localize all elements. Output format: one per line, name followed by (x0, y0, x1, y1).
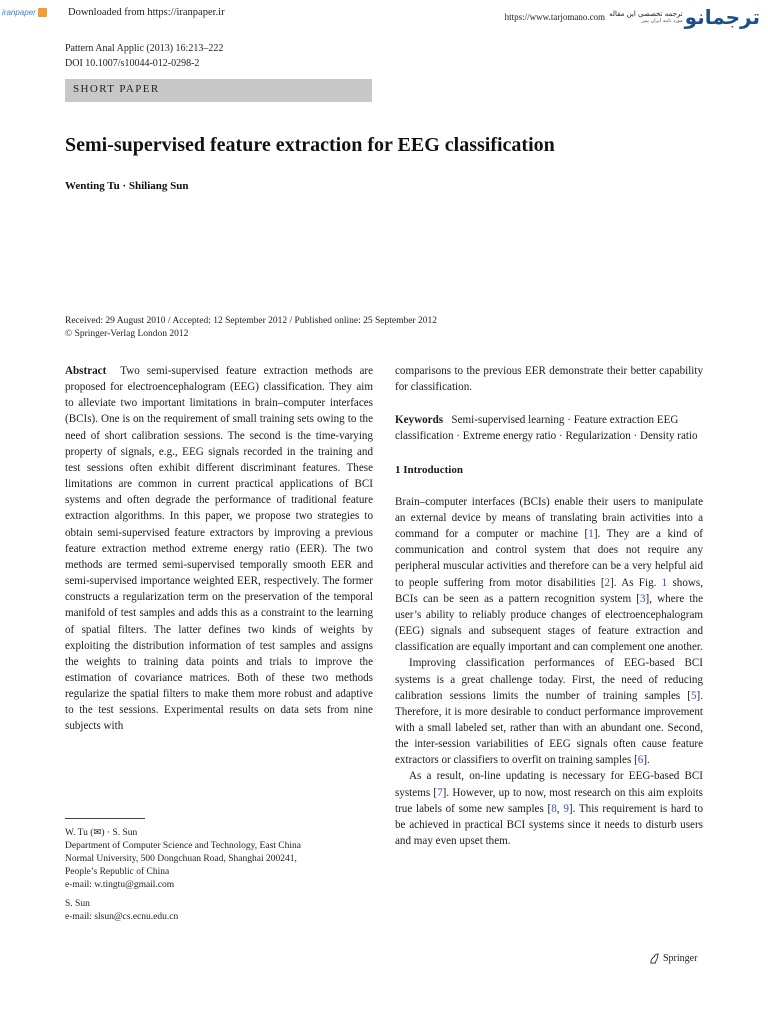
abstract-text: Two semi-supervised feature extraction methods are proposed for electroencephalogram (EEG) classification. They aim to alleviate two important limitations in brain–computer interfaces (BCIs). One is on the requirement of small training sets owing to the need of short calibration sessions. The second is the time-varying property of signals, e.g., EEG signals recorded in the training and test sessions often exhibit different discriminant features. These limitations are common in current practical applications of BCI systems and often degrade the performance of traditional feature extraction algorithms. In this paper, we propose two strategies to obtain semi-supervised feature extractors by improving a previous feature extraction method extreme energy ratio (EER). The two methods are termed semi-supervised temporally smooth EER and semi-supervised importance weighted EER, respectively. The former constructs a regularization term on the preservation of the temporal manifold of test samples and adds this as a constraint to the learning of spatial filters. The latter defines two kinds of weights by exploiting the distribution information of test samples and assigns the weights to training data points and trials to improve the estimation of covariance matrices. Both of these two methods regularize the spatial filters to make them more robust and adaptive to the test sessions. Experimental results on data sets from nine subjects with (65, 365, 373, 733)
section-heading-introduction: 1 Introduction (395, 463, 463, 476)
paper-authors: Wenting Tu · Shiliang Sun (65, 180, 189, 192)
right-column (395, 363, 703, 849)
keywords-text: Semi-supervised learning · Feature extraction EEG classification · Extreme energy ratio · Regularization · Density ratio (395, 414, 698, 443)
paper-title: Semi-supervised feature extraction for EEG classification (65, 134, 555, 156)
dates-line: Received: 29 August 2010 / Accepted: 12 September 2012 / Published online: 25 September 2012 (65, 316, 438, 326)
abstract-continued: comparisons to the previous EER demonstrate their better capability for classification. (395, 365, 703, 394)
iranpaper-logo[interactable] (2, 4, 60, 20)
affil-address: Normal University, 500 Dongchuan Road, Shanghai 200241, (65, 854, 297, 864)
journal-doi: DOI 10.1007/s10044-012-0298-2 (65, 58, 200, 69)
tarjomano-logo[interactable] (609, 7, 760, 27)
keywords-label: Keywords (395, 414, 444, 427)
iranpaper-logo-text: iranpaper (2, 7, 36, 17)
affil-authors: W. Tu (✉) · S. Sun (65, 828, 138, 838)
citation-link[interactable]: 1 (588, 528, 594, 541)
top-banner-right (505, 2, 760, 32)
intro-paragraph-3: As a result, on-line updating is necessary for EEG-based BCI systems [7]. However, up to now, most research on this aim exploits true labels of some new samples [8, 9]. This requirement is hard to be achieved in practical BCI systems since it needs to disturb users and may even upset them. (395, 770, 703, 848)
footnote-rule (65, 818, 145, 819)
intro-paragraph-1: Brain–computer interfaces (BCIs) enable their users to manipulate an external device by means of translating brain activities into a command for a computer or machine [1]. They are a kind of communication and control system that does not require any peripheral muscular activities and therefore can be a very helpful aid to people suffering from motor disabilities [2]. As Fig. 1 shows, BCIs can be seen as a pattern recognition system [3], where the user’s ability to reliably produce changes of electroencephalogram (EEG) signals and subsequent stages of feature extraction and classification are equally important and can complement one another. (395, 495, 704, 654)
citation-link[interactable]: 3 (639, 592, 646, 605)
tarjomano-mark: ترجمانو (684, 5, 760, 29)
abstract-label: Abstract (65, 365, 107, 377)
affil-country: People’s Republic of China (65, 867, 170, 877)
journal-info (65, 41, 223, 71)
top-banner-left (2, 4, 225, 20)
citation-link[interactable]: 9 (563, 802, 569, 815)
publication-dates (65, 315, 437, 341)
springer-footer (649, 953, 697, 964)
downloaded-from-link[interactable]: Downloaded from https://iranpaper.ir (68, 6, 225, 18)
left-column (65, 363, 373, 735)
affil-email-tu[interactable]: e-mail: w.tingtu@gmail.com (65, 880, 175, 890)
iranpaper-logo-icon (38, 8, 47, 17)
affil-sun: S. Sun (65, 899, 90, 909)
figure-link[interactable]: 1 (661, 576, 668, 589)
tarjomano-tagline: ترجمه تخصصی این مقاله (609, 10, 683, 18)
intro-paragraph-2: Improving classification performances of EEG-based BCI systems is a great challenge today. First, the need of reducing calibration sessions limits the number of training samples [5]. Therefore, it is more desirable to conduct performance improvement with a small labeled set, rather than with an abundant one. Second, the inter-session variabilities of EEG signals often cause feature extractors or classifiers to overfit on training samples [6]. (395, 657, 703, 767)
affil-dept: Department of Computer Science and Technology, East China (65, 841, 301, 851)
affil-email-sun[interactable]: e-mail: slsun@cs.ecnu.edu.cn (65, 912, 179, 922)
springer-label: Springer (663, 953, 698, 964)
section-band (65, 79, 372, 102)
springer-horse-icon (649, 953, 660, 964)
abstract (65, 363, 373, 735)
citation-link[interactable]: 8 (551, 802, 557, 815)
section-label: SHORT PAPER (73, 83, 160, 95)
tarjomano-subtagline: مورد تایید ایران پیپر (641, 18, 683, 24)
citation-link[interactable]: 5 (690, 689, 697, 702)
citation-link[interactable]: 2 (604, 576, 611, 589)
journal-citation: Pattern Anal Applic (2013) 16:213–222 (65, 43, 224, 54)
affiliation-footnote (65, 827, 373, 924)
citation-link[interactable]: 7 (437, 786, 443, 799)
copyright-line: © Springer-Verlag London 2012 (65, 329, 189, 339)
citation-link[interactable]: 6 (637, 754, 644, 767)
tarjomano-link[interactable]: https://www.tarjomano.com (504, 12, 606, 22)
keywords (395, 412, 703, 444)
